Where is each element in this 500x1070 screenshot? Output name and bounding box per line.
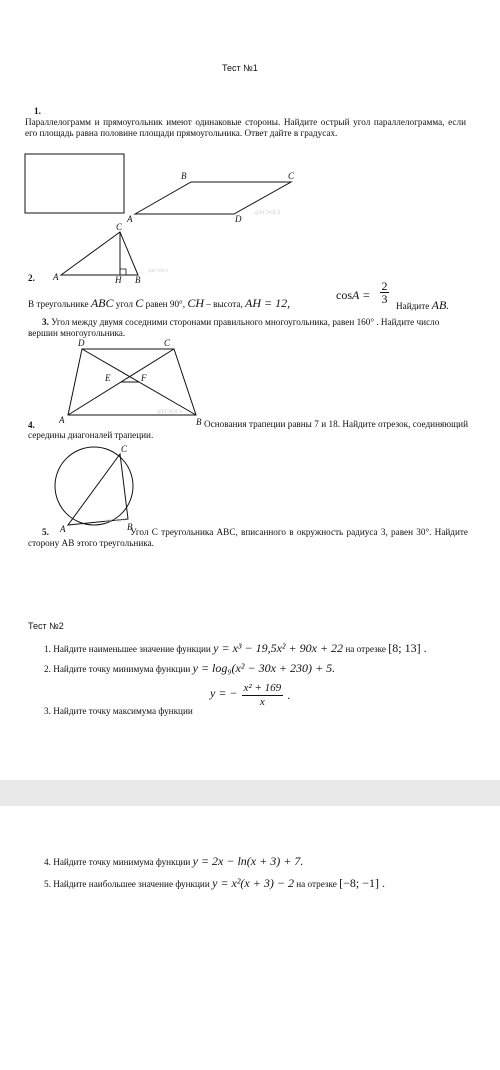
right-triangle-shape	[61, 232, 138, 275]
label-C: C	[121, 444, 128, 454]
label-B: B	[196, 417, 202, 427]
label-E: E	[105, 373, 111, 383]
q5-text: 5. Найдите наибольшее значение функции	[44, 879, 210, 889]
problem5-text: Угол C треугольника ABC, вписанного в окружность радиуса 3, равен 30°. Найдите сторону AB этого треугольника.	[28, 527, 468, 548]
label-C: C	[288, 171, 295, 181]
q3-numerator: x² + 169	[243, 682, 282, 694]
problem2-ch: CH	[187, 296, 204, 310]
q1-tail: на отрезке	[345, 644, 386, 654]
problem4-figure	[55, 335, 215, 425]
document-page-2	[0, 806, 500, 1070]
problem3-number: 3.	[42, 317, 49, 327]
parallelogram-shape	[135, 182, 291, 214]
rectangle-shape	[25, 154, 124, 213]
problem2-c: C	[135, 296, 144, 310]
problem1-number: 1.	[34, 106, 41, 116]
problem5-block	[28, 527, 468, 549]
label-A: A	[60, 524, 66, 534]
problem2-ab: AB.	[431, 298, 450, 312]
problem2-text-b: угол	[115, 299, 133, 309]
label-A: A	[53, 272, 59, 282]
test2-q2	[44, 663, 335, 675]
q5-formula: y = x²(x + 3) − 2	[212, 876, 294, 890]
q5-tail: на отрезке	[296, 879, 337, 889]
fraction-numerator: 2	[381, 279, 388, 293]
test2-q4	[44, 856, 303, 868]
watermark: @ЕГЭ/ОГЭ	[157, 410, 183, 415]
label-B: B	[127, 522, 133, 532]
label-C: C	[116, 222, 123, 232]
problem5-figure	[50, 440, 150, 535]
watermark: @ЕГЭ/ОГЭ	[105, 518, 126, 523]
cos-label: cos	[336, 288, 352, 302]
problem2-figure	[30, 222, 169, 285]
label-B: B	[181, 171, 187, 181]
q1-text: 1. Найдите наименьшее значение функции	[44, 644, 211, 654]
label-C: C	[164, 338, 171, 348]
inscribed-triangle	[68, 454, 128, 525]
problem2-cos	[336, 290, 370, 302]
label-H: H	[115, 275, 122, 285]
cos-fraction	[380, 280, 389, 305]
problem2-text-d: – высота,	[206, 299, 243, 309]
label-A: A	[127, 214, 133, 224]
cos-arg: A =	[352, 288, 371, 302]
q2-text: 2. Найдите точку минимума функции	[44, 664, 191, 674]
test2-q1	[44, 643, 427, 655]
q4-formula: y = 2x − ln(x + 3) + 7.	[192, 854, 304, 868]
problem2-number: 2.	[28, 273, 35, 283]
label-D: D	[78, 338, 85, 348]
problem1-text: Параллелограмм и прямоугольник имеют одинаковые стороны. Найдите острый угол параллелограмма, если его площадь равна половине площади прямоугольника. Ответ дайте в градусах.	[25, 117, 466, 138]
test2-q3-text: 3. Найдите точку максимума функции	[44, 706, 193, 716]
test2-title: Тест №2	[28, 621, 64, 631]
problem2-text-e: Найдите	[396, 301, 430, 311]
label-D: D	[235, 214, 242, 224]
test2-q3-formula	[210, 682, 290, 709]
problem3-text: Угол между двумя соседними сторонами правильного многоугольника, равен 160° . Найдите число вершин многоугольника.	[28, 317, 440, 338]
watermark: @ЕГЭ/ОГЭ	[255, 211, 281, 216]
circumscribed-circle	[55, 447, 133, 525]
fraction-denominator: 3	[381, 292, 388, 306]
watermark: @ЕГЭ/ОГЭ	[148, 268, 169, 273]
problem5-number: 5.	[42, 527, 49, 537]
problem2-abc: ABC	[90, 296, 114, 310]
q3-lhs: y = −	[210, 686, 238, 701]
q3-tail: .	[287, 688, 291, 703]
label-A: A	[59, 415, 65, 425]
problem1-figure	[20, 150, 320, 230]
label-F: F	[141, 373, 147, 383]
problem2-ah: AH = 12,	[245, 296, 291, 310]
problem2-text-c: равен 90°,	[145, 299, 186, 309]
problem4-text: Основания трапеции равны 7 и 18. Найдите отрезок, соединяющий середины диагоналей трапеции.	[28, 419, 468, 440]
q4-text: 4. Найдите точку минимума функции	[44, 857, 191, 867]
q3-denominator: x	[259, 696, 265, 708]
problem4-number: 4.	[28, 420, 35, 430]
label-B: B	[135, 275, 141, 285]
test1-title: Тест №1	[222, 63, 258, 73]
q5-interval: [−8; −1] .	[339, 876, 386, 890]
q2-formula: y = log₉(x² − 30x + 230) + 5.	[192, 661, 336, 675]
test2-q5	[44, 878, 385, 890]
problem2-text-a: В треугольнике	[28, 299, 89, 309]
q3-fraction	[242, 682, 284, 709]
problem2-ask	[396, 300, 449, 312]
q1-formula: y = x³ − 19,5x² + 90x + 22	[213, 641, 344, 655]
q1-interval: [8; 13] .	[388, 641, 427, 655]
